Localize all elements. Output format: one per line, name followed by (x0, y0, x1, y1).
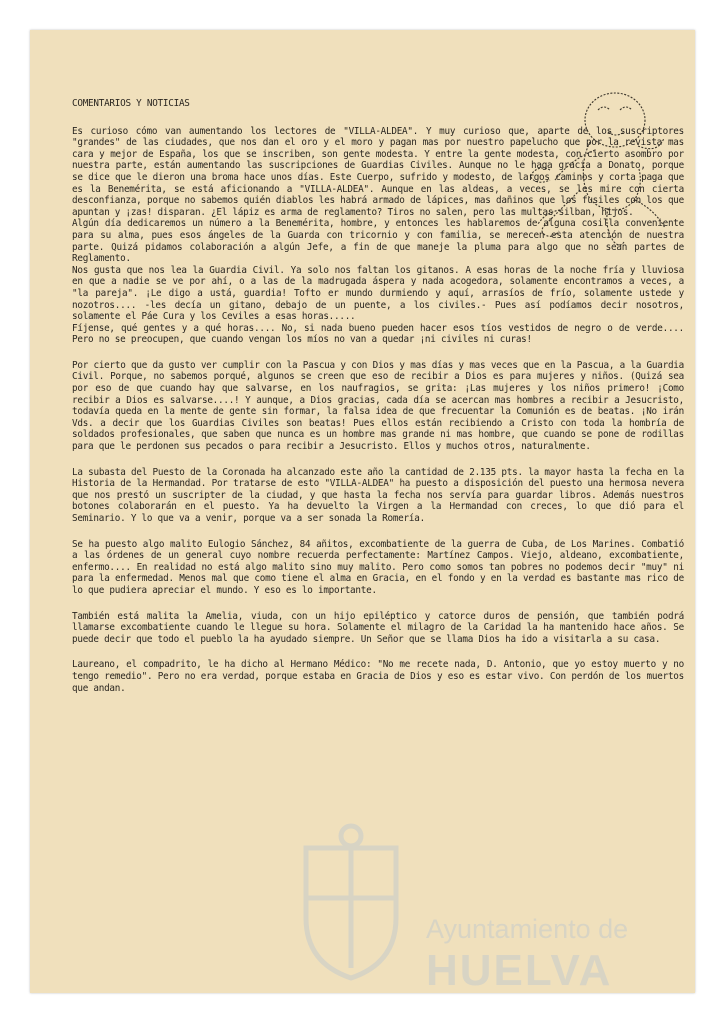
watermark-line-1: Ayuntamiento de (426, 914, 629, 944)
paragraph: La subasta del Puesto de la Coronada ha alcanzado este año la cantidad de 2.135 pts. la mayor hasta la fecha en la Historia de la Hermandad. Por tratarse de esto "VILLA-ALDEA" ha puesto a disposición del puesto una hermosa nevera que nos prestó un suscripter de la ciudad, y que hasta la fecha nos servía para guardar libros. Además nuestros botones colaborarán en el puesto. Ya ha devuelto la Virgen a la Hermandad con creces, lo que dió para el Seminario. Y lo que va a venir, porque va a ser sonada la Romería. (72, 466, 684, 524)
coat-of-arms-icon (286, 818, 416, 998)
paragraph: Algún día dedicaremos un número a la Benemérita, hombre, y entonces les hablaremos de alguna cosilla conveniente para su alma, pues esos ángeles de la Guarda con tricornio y con familia, se merecen esta atención de nuestra parte. Quizá pidamos colaboración a algún Jefe, a fin de que maneje la pluma para algo que no sean partes de Reglamento. (72, 218, 684, 265)
paragraph: Nos gusta que nos lea la Guardia Civil. Ya solo nos faltan los gitanos. A esas horas de la noche fría y lluviosa en que a nadie se ve por ahí, o a las de la madrugada áspera y nada acogedora, solamente encontramos a veces, a "la pareja". ¡Le digo a ustá, guardia! Tofto er mundo durmiendo y aquí, arrasíos de frío, solamente ustede y nozotros.... -les decía un gitano, debajo de un puente, a los civiles.- Pues así podíamos decir nosotros, solamente el Páe Cura y los Ceviles a esas horas..... (72, 264, 684, 323)
paragraph: Por cierto que da gusto ver cumplir con la Pascua y con Dios y mas días y mas veces que en la Pascua, a la Guardia Civil. Porque, no sabemos porqué, algunos se creen que eso de recibir a Dios es para mujeres y niños. (Quizá sea por eso de que cuando hay que salvarse, en los naufragios, se grita: ¡Las mujeres y los niños primero! ¡Como recibir a Dios es salvarse....! Y aunque, a Dios gracias, cada día se acercan mas hombres a recibir a Jesucristo, todavía queda en la mente de gente sin formar, la falsa idea de que frecuentar la Comunión es de beatas. ¡No irán Vds. a decir que los Guardias Civiles son beatas! Pues ellos están recibiendo a Cristo con toda la hombría de soldados profesionales, que saben que nunca es un hombre mas grande ni mas hombre, que cuando se pone de rodillas para que le perdonen sus pecados o para recibir a Jesucristo. Ellos y muchos otros, naturalmente. (72, 359, 684, 453)
section-heading: COMENTARIOS Y NOTICIAS (72, 98, 190, 109)
archive-watermark (286, 818, 706, 998)
paragraph: Se ha puesto algo malito Eulogio Sánchez, 84 añitos, excombatiente de la guerra de Cuba, de Los Marines. Combatió a las órdenes de un general cuyo nombre recuerda perfectamente: Martínez Campos. Viejo, aldeano, excombatiente, enfermo.... En realidad no está algo malito sino muy malito. Pero como somos tan pobres no podemos decir "muy" ni para la enfermedad. Menos mal que como tiene el alma en Gracia, en el fondo y en la verdad es bastante mas rico de lo que pudiera apreciar el mundo. Y eso es lo importante. (72, 538, 684, 596)
article-text (72, 98, 684, 708)
paragraph: También está malita la Amelia, viuda, con un hijo epiléptico y catorce duros de pensión, que también podrá llamarse excombatiente cuando le llegue su hora. Solamente el milagro de la Caridad la ha mantenido hace años. Se puede decir que todo el pueblo la ha ayudado siempre. Un Señor que se llama Dios ha ido a visitarla a su casa. (72, 610, 684, 645)
watermark-line-2: HUELVA (426, 946, 613, 995)
paragraph: Fíjense, qué gentes y a qué horas.... No, si nada bueno pueden hacer esos tíos vestidos de negro o de verde.... Pero no se preocupen, que cuando vengan los míos no van a quedar ¡ni civiles ni curas! (72, 322, 684, 346)
paragraph: Laureano, el compadrito, le ha dicho al Hermano Médico: "No me recete nada, D. Antonio, que yo estoy muerto y no tengo remedio". Pero no era verdad, porque estaba en Gracia de Dios y eso es estar vivo. Con perdón de los muertos que andan. (72, 659, 684, 694)
paragraph: Es curioso cómo van aumentando los lectores de "VILLA-ALDEA". Y muy curioso que, aparte de los suscriptores "grandes" de las ciudades, que nos dan el oro y el moro y pagan mas por nuestro papelucho que por la revista mas cara y mejor de España, los que se inscriben, son gente modesta. Y entre la gente modesta, con cierto asombro por nuestra parte, están aumentando las suscripciones de Guardias Civiles. Aunque no le haga gracia a Donato, porque se dice que le dieron una broma hace unos días. Este Cuerpo, sufrido y modesto, de largos caminos y corta paga que es la Benemérita, se está aficionando a "VILLA-ALDEA". Aunque en las aldeas, a veces, se les mire con cierta desconfianza, porque no sabemos quién diablos les habrá armado de lápices, mas dañinos que los fusiles con los que apuntan y ¡zas! disparan. ¿El lápiz es arma de reglamento? Tiros no salen, pero las multas silban, hijos. (72, 125, 684, 218)
